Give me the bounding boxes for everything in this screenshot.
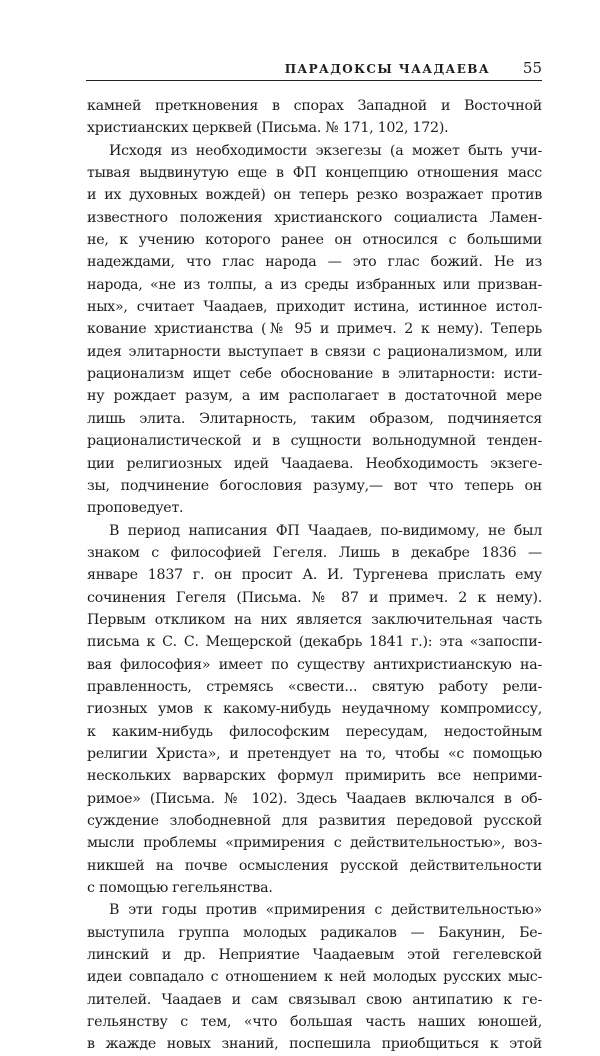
text-line: Первым откликом на них является заключительная часть	[87, 611, 542, 628]
page-number: 55	[522, 59, 542, 77]
text-line: надеждами, что глас народа — это глас божий. Не из	[87, 254, 542, 271]
text-line: знаком с философией Гегеля. Лишь в декабре 1836 —	[87, 544, 542, 561]
text-line: вая философия» имеет по существу антихристианскую на-	[87, 656, 542, 673]
text-line: тывая выдвинутую еще в ФП концепцию отношения масс	[87, 165, 542, 182]
text-line: в жажде новых знаний, поспешила приобщиться к этой	[87, 1036, 542, 1053]
text-line: правленность, стремясь «свести... святую работу рели-	[87, 678, 542, 695]
text-line: народа, «не из толпы, а из среды избранных или призван-	[87, 276, 542, 293]
text-line: нескольких варварских формул примирить все неприми-	[87, 768, 542, 785]
text-line: сочинения Гегеля (Письма. № 87 и примеч. 2 к нему).	[87, 589, 542, 606]
text-line: В период написания ФП Чаадаев, по-видимому, не был	[109, 522, 542, 539]
text-line: ции религиозных идей Чаадаева. Необходимость экзеге-	[87, 455, 542, 472]
text-line: проповедует.	[87, 500, 184, 517]
text-line: январе 1837 г. он просит А. И. Тургенева прислать ему	[87, 567, 542, 584]
text-line: не, к учению которого ранее он относился с большими	[87, 232, 542, 249]
running-head-title: ПАРАДОКСЫ ЧААДАЕВА	[284, 62, 490, 76]
text-line: выступила группа молодых радикалов — Бакунин, Бе-	[87, 924, 542, 941]
text-line: и их духовных вождей) он теперь резко возражает против	[87, 187, 542, 204]
text-line: письма к С. С. Мещерской (декабрь 1841 г.): эта «запоспи-	[87, 634, 542, 651]
text-line: ну рождает разум, а им располагает в достаточной мере	[87, 388, 542, 405]
body-text	[87, 95, 542, 1056]
text-line: никшей на почве осмысления русской действительности	[87, 857, 542, 874]
text-line: суждение злободневной для развития передовой русской	[87, 813, 542, 829]
text-line: кование христианства (№ 95 и примеч. 2 к нему). Теперь	[87, 321, 542, 338]
running-head	[86, 58, 542, 81]
text-line: христианских церквей (Письма. № 171, 102, 172).	[87, 120, 449, 137]
text-line: камней преткновения в спорах Западной и Восточной	[87, 98, 542, 114]
text-line: религии Христа», и претендует на то, чтобы «с помощью	[87, 745, 542, 762]
text-line: лишь элита. Элитарность, таким образом, подчиняется	[87, 410, 542, 427]
text-line: к каким-нибудь философским пересудам, недостойным	[87, 723, 542, 740]
text-line: В эти годы против «примирения с действительностью»	[109, 902, 542, 919]
text-line: зы, подчинение богословия разуму,— вот что теперь он	[87, 477, 542, 494]
text-line: ных», считает Чаадаев, приходит истина, истинное истол-	[87, 299, 542, 316]
text-line: мысли проблемы «примирения с действительностью», воз-	[87, 835, 542, 852]
text-line: идеи совпадало с отношением к ней молодых русских мыс-	[87, 969, 542, 986]
text-line: Исходя из необходимости экзегезы (а может быть учи-	[109, 142, 542, 159]
text-line: известного положения христианского социалиста Ламен-	[87, 209, 542, 226]
text-line: линский и др. Неприятие Чаадаевым этой гегелевской	[87, 947, 542, 964]
text-line: рационализм ищет себе обоснование в элитарности: исти-	[87, 366, 542, 383]
text-line: гельянству с тем, «что большая часть наших юношей,	[87, 1014, 542, 1031]
text-line: с помощью гегельянства.	[87, 880, 273, 897]
text-line: идея элитарности выступает в связи с рационализмом, или	[87, 343, 542, 360]
text-line: римое» (Письма. № 102). Здесь Чаадаев включался в об-	[87, 790, 542, 807]
text-line: рационалистической и в сущности вольнодумной тенден-	[87, 433, 542, 450]
text-line: гиозных умов к какому-нибудь неудачному компромиссу,	[87, 701, 542, 718]
text-line: лителей. Чаадаев и сам связывал свою антипатию к ге-	[87, 991, 542, 1008]
